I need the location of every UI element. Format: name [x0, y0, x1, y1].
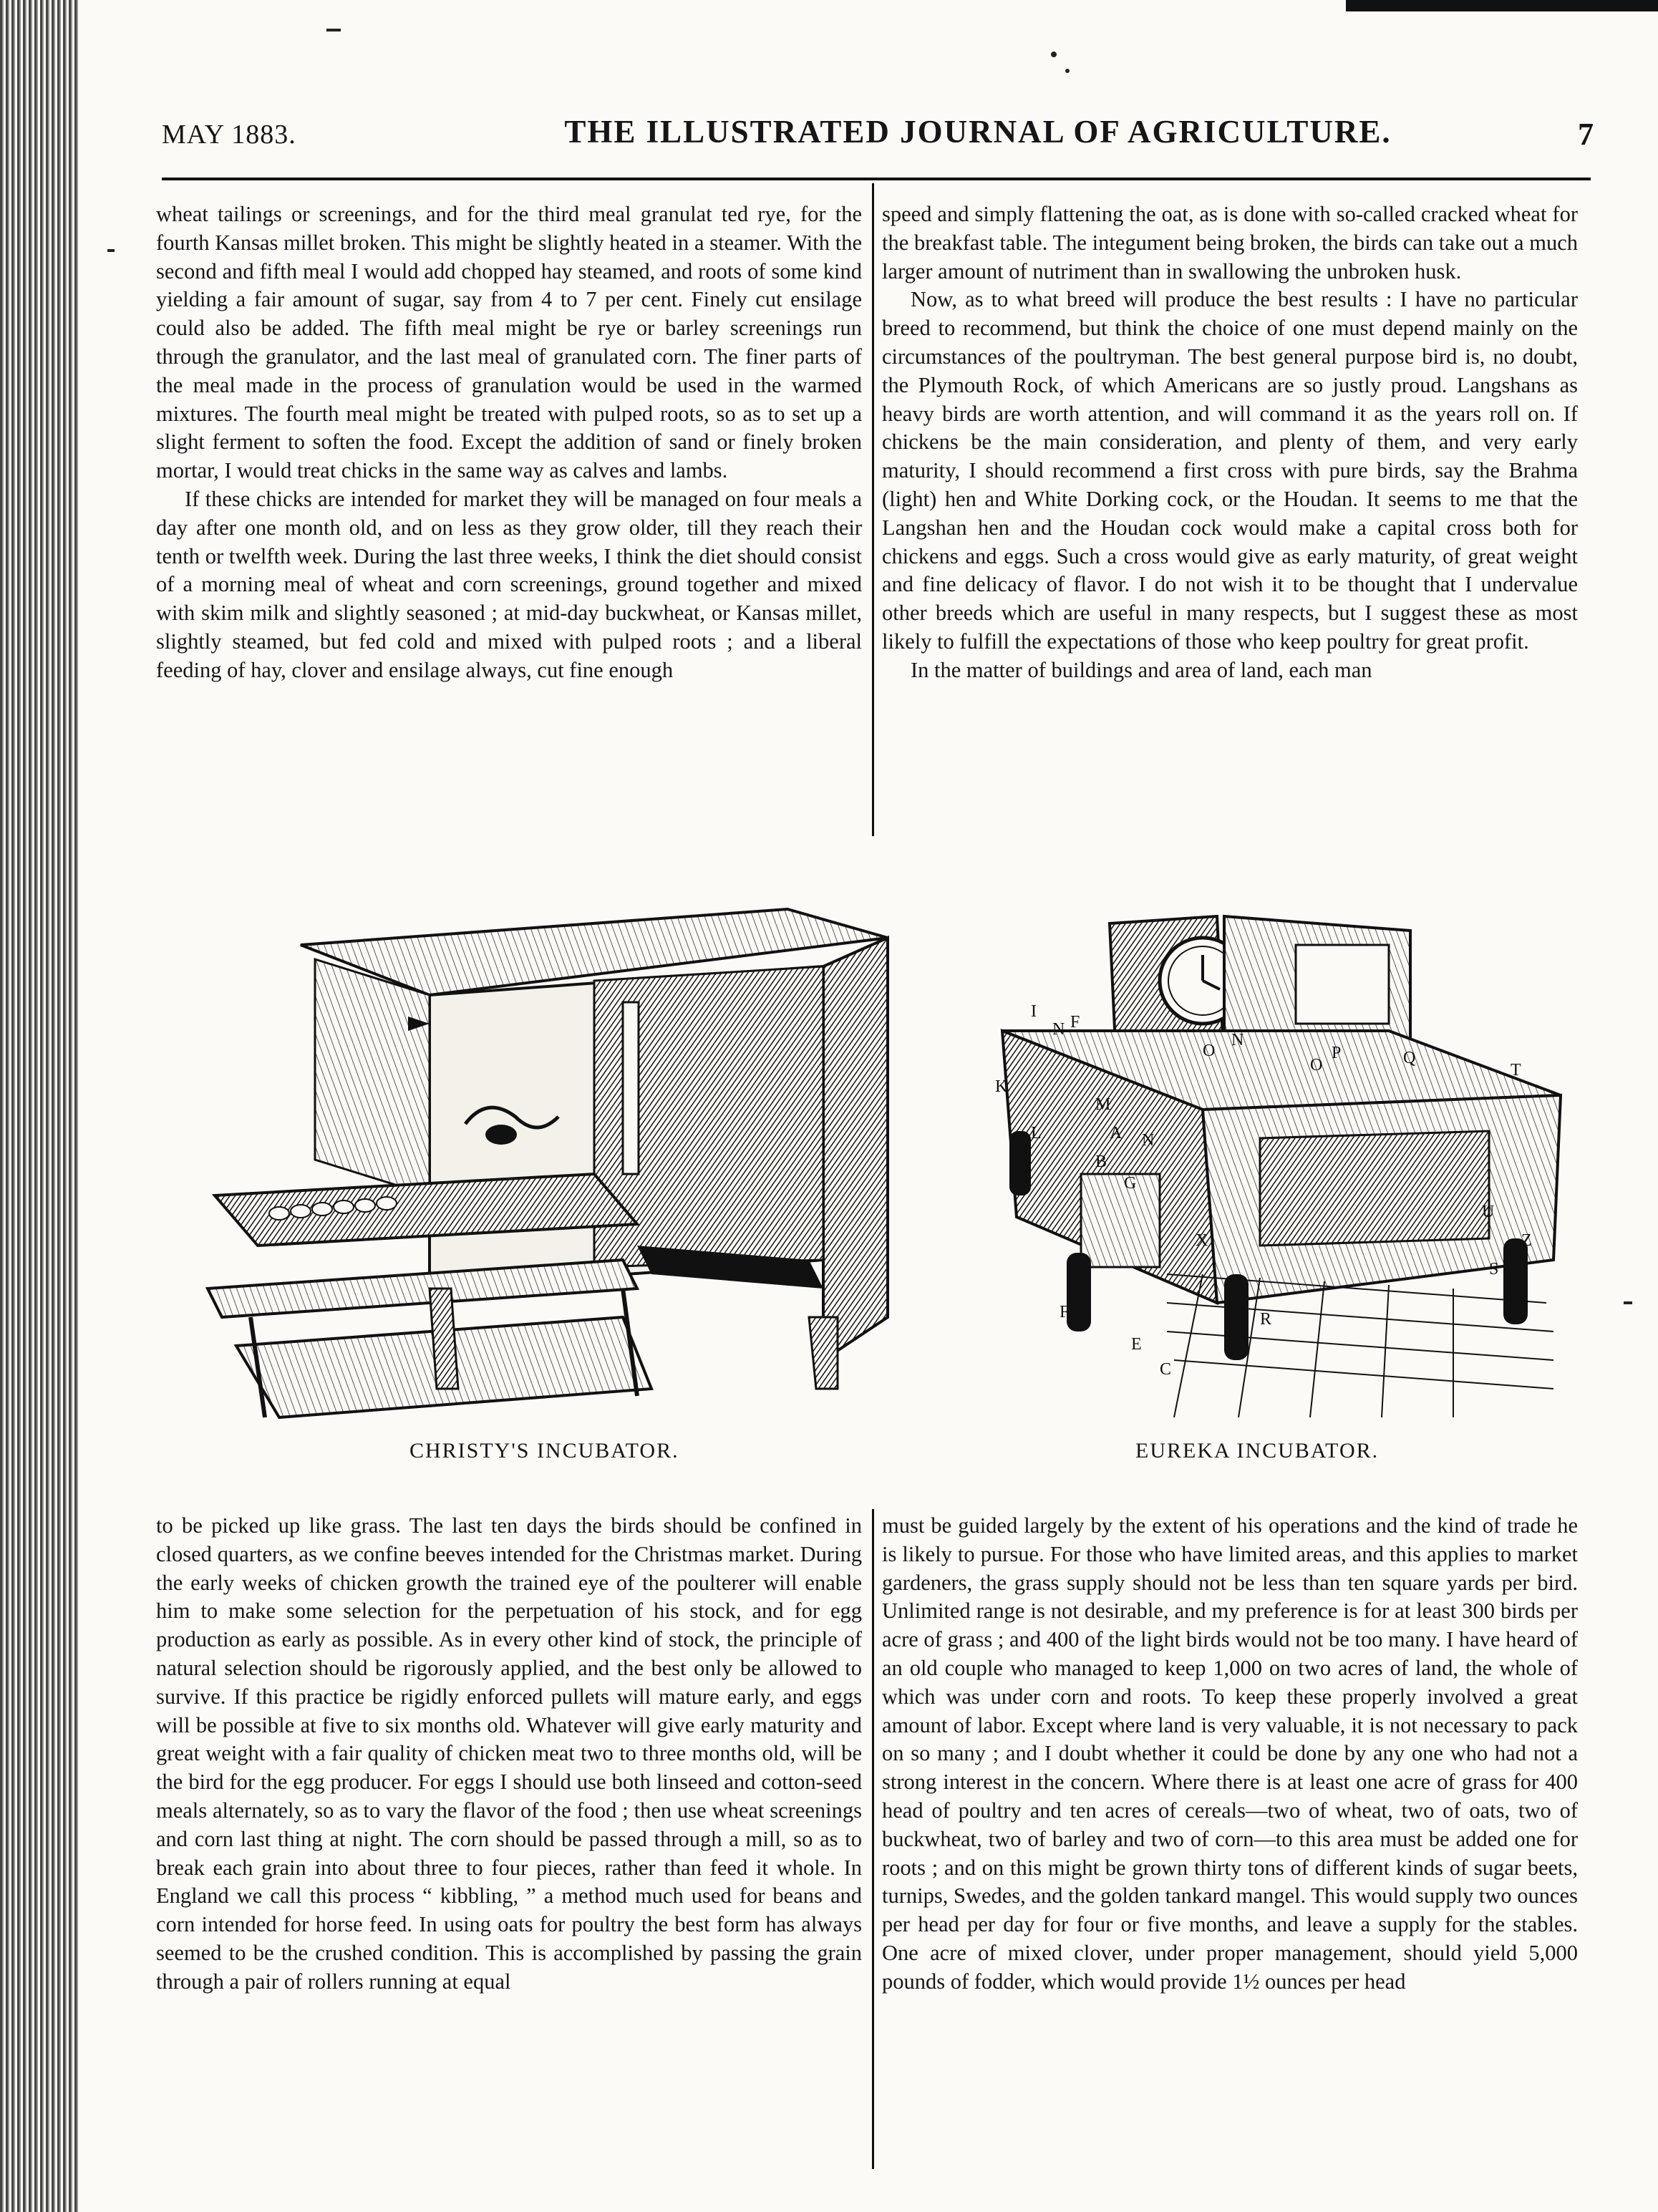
page-number: 7 [1578, 117, 1594, 152]
paragraph: to be picked up like grass. The last ten days the birds should be confined in closed quarters, as we confine beeves intended for the Christmas market. During the early weeks of chicken growth the trained eye of the poulterer will enable him to make some selection for the perpetuation of his stock, and for egg production as early as possible. As in every other kind of stock, the principle of natural selection should be rigorously applied, and the best only be allowed to survive. If this practice be rigidly enforced pullets will mature early, and eggs will be possible at five to six months old. Whatever will give early maturity and great weight with a fair quality of chicken meat two to three months old, will be the bird for the egg producer. For eggs I should use both linseed and cotton-seed meals alternately, so as to vary the flavor of the food ; then use wheat screenings and corn last thing at night. The corn should be passed through a mill, so as to break each grain into about three to four pieces, rather than feed it whole. In England we call this process “ kibbling, ” a method much used for beans and corn intended for horse feed. In using oats for poultry the best form has always seemed to be the crushed condition. This is accomplished by passing the grain through a pair of rollers running at equal [156, 1513, 862, 1994]
christys-incubator-illustration [193, 888, 938, 1432]
eureka-incubator-engraving [988, 902, 1575, 1417]
diagram-label: M [1095, 1095, 1111, 1114]
paragraph: speed and simply flattening the oat, as is done with so-called cracked wheat for the breakfast table. The integument being broken, the birds can take out a much larger amount of nutriment than in swallowing the unbroken husk. [882, 202, 1578, 283]
paragraph: wheat tailings or screenings, and for the third meal granulat ted rye, for the fourth Kansas millet broken. This might be slightly heated in a steamer. With the second and fifth meal I would add chopped hay steamed, and roots of some kind yielding a fair amount of sugar, say from 4 to 7 per cent. Finely cut ensilage could also be added. The fifth meal might be rye or barley screenings run through the granulator, and the last meal of granulated corn. The finer parts of the meal made in the process of granulation would be used in the warmed mixtures. The fourth meal might be treated with pulped roots, so as to set up a slight ferment to soften the food. Except the addition of sand or finely broken mortar, I would treat chicks in the same way as calves and lambs. [156, 202, 862, 483]
diagram-label: O [1203, 1042, 1216, 1060]
diagram-label: G [1124, 1174, 1137, 1193]
article-column-lower-left [156, 1512, 862, 1997]
diagram-label: Q [1403, 1049, 1416, 1067]
article-column-lower-right [882, 1512, 1578, 1997]
diagram-label: U [1482, 1203, 1495, 1221]
diagram-label: N [1231, 1031, 1244, 1049]
diagram-label: I [1031, 1002, 1037, 1021]
eureka-incubator-illustration [988, 902, 1575, 1417]
diagram-label: R [1260, 1310, 1272, 1329]
diagram-label: E [1131, 1335, 1142, 1354]
paragraph: If these chicks are intended for market they will be managed on four meals a day after one month old, and on less as they grow older, till they reach their tenth or twelfth week. During the last three weeks, I think the diet should consist of a morning meal of wheat and corn screenings, ground together and mixed with skim milk and slightly seasoned ; at mid-day buckwheat, or Kansas millet, slightly steamed, but fed cold and mixed with pulped roots ; and a liberal feeding of hay, clover and ensilage always, cut fine enough [156, 486, 862, 682]
diagram-label: K [995, 1077, 1008, 1096]
scanned-page-edge [0, 0, 79, 2212]
figure-caption-eureka: EUREKA INCUBATOR. [1135, 1439, 1380, 1462]
diagram-label: X [1196, 1231, 1208, 1250]
diagram-label: A [1110, 1124, 1123, 1143]
article-column-upper-right [882, 200, 1578, 685]
scan-border-mark [1346, 0, 1658, 11]
diagram-label: P [1332, 1044, 1342, 1062]
issue-date: MAY 1883. [162, 120, 296, 150]
speck [1065, 69, 1070, 73]
diagram-label: N [1142, 1131, 1155, 1150]
christys-incubator-engraving [193, 888, 938, 1432]
speck [326, 29, 341, 31]
article-column-upper-left [156, 200, 862, 685]
diagram-label: F [1070, 1013, 1080, 1032]
diagram-label: L [1031, 1124, 1042, 1143]
speck [1051, 52, 1057, 57]
paragraph: In the matter of buildings and area of land, each man [911, 657, 1372, 682]
column-divider-lower [872, 1509, 874, 2169]
speck [107, 249, 115, 252]
running-head [162, 113, 1594, 163]
figure-caption-christys: CHRISTY'S INCUBATOR. [409, 1439, 679, 1462]
speck [1624, 1301, 1632, 1304]
diagram-label: C [1160, 1360, 1172, 1379]
diagram-label: F [1060, 1303, 1070, 1321]
column-divider-upper [872, 183, 874, 836]
diagram-label: O [1310, 1056, 1323, 1075]
diagram-label: S [1489, 1260, 1499, 1279]
paragraph: must be guided largely by the extent of his operations and the kind of trade he is likely to pursue. For those who have limited areas, and this applies to market gardeners, the grass supply should not be less than ten square yards per bird. Unlimited range is not desirable, and my preference is for at least 300 birds per acre of grass ; and 400 of the light birds would not be too many. I have heard of an old couple who managed to keep 1,000 on two acres of land, the whole of which was under corn and roots. To keep these properly involved a great amount of labor. Except where land is very valuable, it is not necessary to pack on so many ; and I doubt whether it could be done by any one who had not a strong interest in the concern. Where there is at least one acre of grass for 400 head of poultry and ten acres of cereals—two of wheat, two of oats, two of buckwheat, two of barley and two of corn—to this area must be added one for roots ; and on this might be grown thirty tons of different kinds of sugar beets, turnips, Swedes, and the golden tankard mangel. This would supply two ounces per head per day for four or five months, and leave a supply for the stables. One acre of mixed clover, under proper management, should yield 5,000 pounds of fodder, which would provide 1½ ounces per head [882, 1513, 1578, 1994]
diagram-label: N [1052, 1020, 1065, 1039]
diagram-label: T [1511, 1061, 1521, 1080]
diagram-label: B [1095, 1153, 1107, 1171]
header-rule [162, 178, 1591, 180]
paragraph: Now, as to what breed will produce the best results : I have no particular breed to recommend, but think the choice of one must depend mainly on the circumstances of the poultryman. The best general purpose bird is, no doubt, the Plymouth Rock, of which Americans are so justly proud. Langshans as heavy birds are worth attention, and will command it as the years roll on. If chickens be the main consideration, and plenty of them, and very early maturity, I should recommend a first cross with pure birds, say the Brahma (light) hen and White Dorking cock, or the Houdan. It seems to me that the Langshan hen and the Houdan cock would make a capital cross both for chickens and eggs. Such a cross would give as early maturity, of great weight and fine delicacy of flavor. I do not wish it to be thought that I undervalue other breeds which are useful in many respects, but I suggest these as most likely to fulfill the expectations of those who keep poultry for great profit. [882, 287, 1578, 654]
diagram-label: Z [1521, 1231, 1532, 1250]
journal-title: THE ILLUSTRATED JOURNAL OF AGRICULTURE. [564, 114, 1392, 150]
